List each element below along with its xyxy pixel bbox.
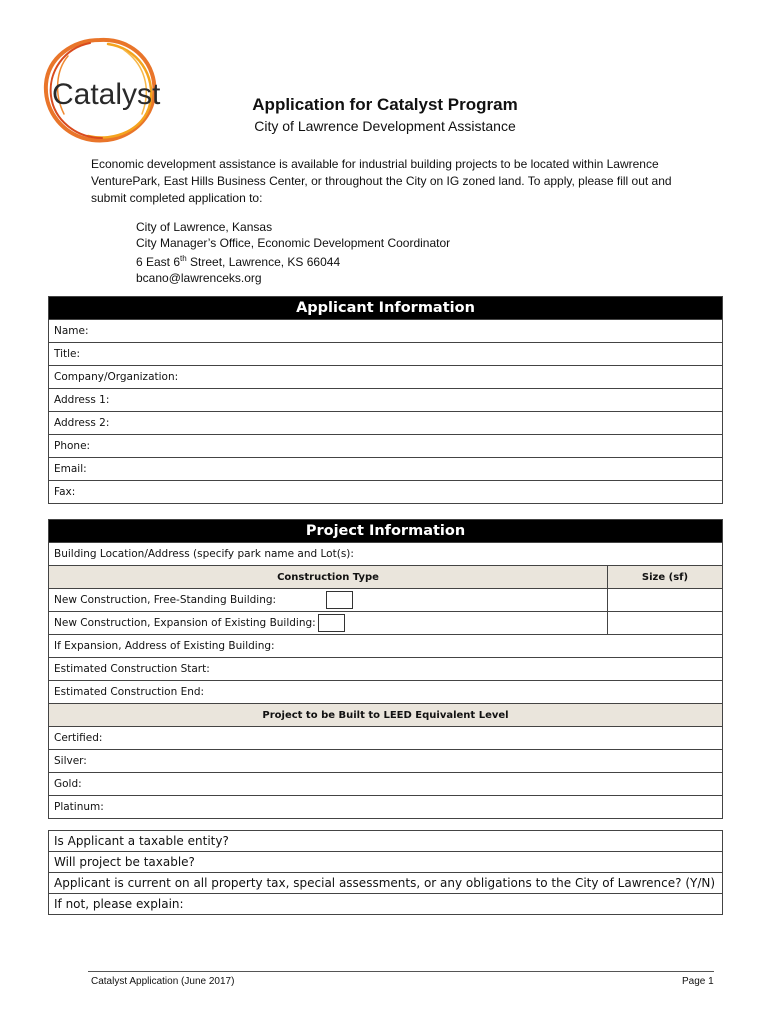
address1-field[interactable]: Address 1: [49,389,723,412]
project-taxable-field[interactable]: Will project be taxable? [49,852,723,873]
mailing-address [136,219,450,286]
address-line: City Manager’s Office, Economic Development Coordinator [136,236,451,250]
page-subtitle: City of Lawrence Development Assistance [254,118,516,134]
address-email: bcano@lawrenceks.org [136,271,262,285]
free-standing-label: New Construction, Free-Standing Building: [54,594,277,606]
project-info-table [48,519,723,819]
fax-field[interactable]: Fax: [49,481,723,504]
tax-questions-table [48,830,723,915]
address2-field[interactable]: Address 2: [49,412,723,435]
expansion-address-field[interactable]: If Expansion, Address of Existing Building: [49,635,723,658]
size-header: Size (sf) [608,566,723,589]
obligations-current-field[interactable]: Applicant is current on all property tax, special assessments, or any obligations to the City of Lawrence? (Y/N) [49,873,723,894]
catalyst-logo [38,34,162,146]
explanation-field[interactable]: If not, please explain: [49,894,723,915]
taxable-entity-field[interactable]: Is Applicant a taxable entity? [49,831,723,852]
company-field[interactable]: Company/Organization: [49,366,723,389]
expansion-checkbox[interactable] [318,614,345,632]
construction-type-header: Construction Type [49,566,608,589]
expansion-row [49,612,608,635]
phone-field[interactable]: Phone: [49,435,723,458]
applicant-info-heading: Applicant Information [49,297,723,320]
building-location-field[interactable]: Building Location/Address (specify park name and Lot(s): [49,543,723,566]
title-field[interactable]: Title: [49,343,723,366]
page-title: Application for Catalyst Program [252,95,518,114]
leed-silver-field[interactable]: Silver: [49,750,723,773]
expansion-size-field[interactable] [608,612,723,635]
free-standing-size-field[interactable] [608,589,723,612]
free-standing-row [49,589,608,612]
address-street: 6 East 6th Street, Lawrence, KS 66044 [136,254,341,269]
leed-certified-field[interactable]: Certified: [49,727,723,750]
address-line: City of Lawrence, Kansas [136,220,273,234]
applicant-info-table [48,296,723,504]
construction-end-field[interactable]: Estimated Construction End: [49,681,723,704]
leed-header: Project to be Built to LEED Equivalent Level [49,704,723,727]
project-info-heading: Project Information [49,520,723,543]
email-field[interactable]: Email: [49,458,723,481]
leed-platinum-field[interactable]: Platinum: [49,796,723,819]
expansion-label: New Construction, Expansion of Existing Building: [54,617,316,629]
name-field[interactable]: Name: [49,320,723,343]
logo-wordmark: Catalyst [52,78,161,111]
footer-document-label: Catalyst Application (June 2017) [91,976,235,987]
footer-divider [88,971,714,972]
free-standing-checkbox[interactable] [326,591,353,609]
intro-paragraph: Economic development assistance is available for industrial building projects to be located within Lawrence VenturePark, East Hills Business Center, or throughout the City on IG zoned land. To apply, please fill out and submit completed application to: [91,157,672,205]
construction-start-field[interactable]: Estimated Construction Start: [49,658,723,681]
leed-gold-field[interactable]: Gold: [49,773,723,796]
footer-page-number: Page 1 [682,976,714,987]
